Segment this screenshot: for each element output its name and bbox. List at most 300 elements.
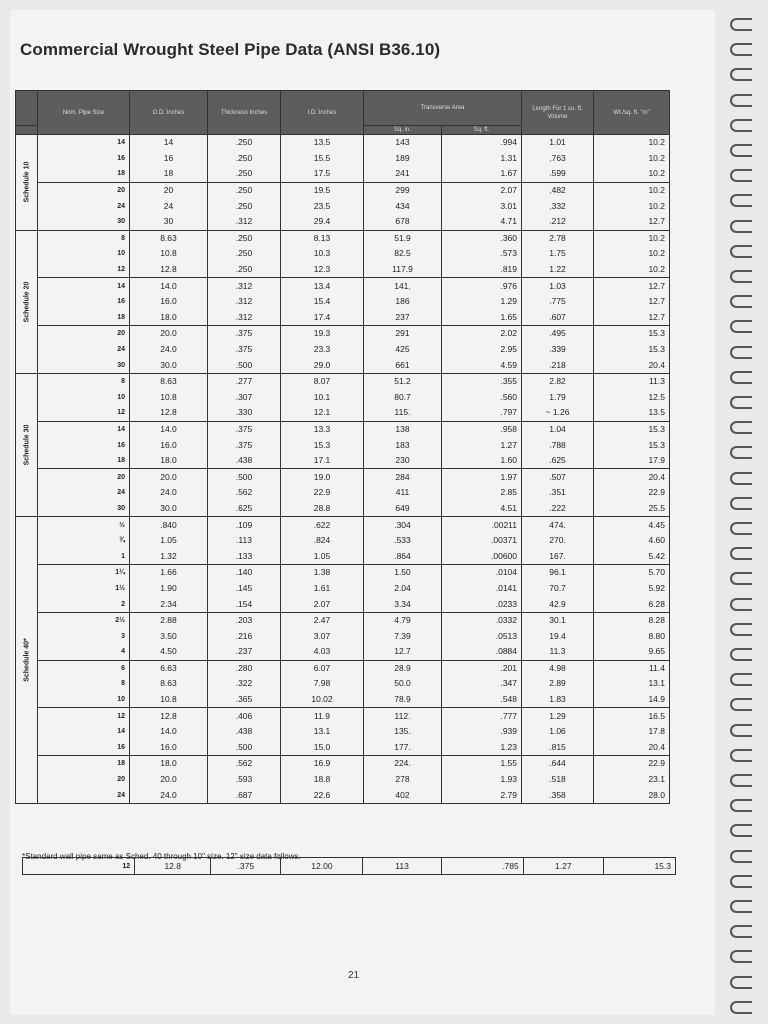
table-row <box>16 533 670 549</box>
cell-thickness: .312 <box>208 310 281 326</box>
table-row <box>16 214 670 230</box>
cell-nom-size: 12 <box>23 858 135 875</box>
cell-length: 1.03 <box>522 278 594 294</box>
cell-sq-in: 402 <box>364 787 442 803</box>
cell-length: 70.7 <box>522 581 594 597</box>
cell-weight: 20.4 <box>594 469 670 485</box>
binding-ring <box>730 875 752 888</box>
cell-weight: 13.5 <box>594 405 670 421</box>
cell-id: .824 <box>281 533 364 549</box>
cell-sq-in: .533 <box>364 533 442 549</box>
table-row <box>16 135 670 151</box>
cell-weight: 8.80 <box>594 628 670 644</box>
cell-od: 1.32 <box>130 548 208 564</box>
cell-od: 1.66 <box>130 565 208 581</box>
cell-nom-size: 30 <box>38 357 130 373</box>
cell-od: 10.8 <box>130 390 208 406</box>
cell-sq-ft: .958 <box>442 421 522 437</box>
cell-thickness: .375 <box>208 342 281 358</box>
cell-id: 12.00 <box>281 858 363 875</box>
cell-id: 13.4 <box>281 278 364 294</box>
cell-sq-in: 278 <box>364 772 442 788</box>
cell-thickness: .250 <box>208 246 281 262</box>
cell-od: 16.0 <box>130 740 208 756</box>
cell-thickness: .500 <box>208 357 281 373</box>
cell-nom-size: 12 <box>38 405 130 421</box>
cell-thickness: .312 <box>208 214 281 230</box>
cell-od: 14.0 <box>130 724 208 740</box>
cell-id: 10.02 <box>281 692 364 708</box>
cell-id: 16.9 <box>281 756 364 772</box>
cell-nom-size: 18 <box>38 756 130 772</box>
cell-weight: 15.3 <box>594 326 670 342</box>
cell-length: 1.79 <box>522 390 594 406</box>
binding-ring <box>730 598 752 611</box>
cell-id: 3.07 <box>281 628 364 644</box>
cell-nom-size: 4 <box>38 644 130 660</box>
cell-nom-size: 14 <box>38 421 130 437</box>
cell-sq-in: 4.79 <box>364 612 442 628</box>
cell-thickness: .216 <box>208 628 281 644</box>
cell-nom-size: 14 <box>38 724 130 740</box>
cell-sq-in: 434 <box>364 198 442 214</box>
cell-sq-in: 237 <box>364 310 442 326</box>
cell-od: 4.50 <box>130 644 208 660</box>
schedule-label <box>16 373 38 516</box>
cell-od: 24.0 <box>130 342 208 358</box>
schedule-label <box>16 135 38 231</box>
cell-sq-ft: 2.02 <box>442 326 522 342</box>
cell-weight: 10.2 <box>594 151 670 167</box>
cell-nom-size: 3 <box>38 628 130 644</box>
binding-ring <box>730 774 752 787</box>
table-row <box>16 772 670 788</box>
header-od: O.D. Inches <box>130 91 208 135</box>
cell-thickness: .406 <box>208 708 281 724</box>
cell-id: 15.4 <box>281 294 364 310</box>
cell-sq-in: 1.50 <box>364 565 442 581</box>
binding-ring <box>730 119 752 132</box>
cell-nom-size: 12 <box>38 708 130 724</box>
cell-nom-size: 6 <box>38 660 130 676</box>
cell-length: .507 <box>522 469 594 485</box>
pipe-data-table <box>15 90 670 804</box>
cell-sq-ft: .0332 <box>442 612 522 628</box>
cell-thickness: .250 <box>208 262 281 278</box>
cell-length: .815 <box>522 740 594 756</box>
cell-sq-in: .304 <box>364 517 442 533</box>
binding-ring <box>730 446 752 459</box>
table-row <box>16 501 670 517</box>
binding-ring <box>730 346 752 359</box>
binding-ring <box>730 320 752 333</box>
cell-thickness: .312 <box>208 278 281 294</box>
binding-ring <box>730 421 752 434</box>
cell-sq-ft: .994 <box>442 135 522 151</box>
binding-ring <box>730 824 752 837</box>
cell-id: 1.38 <box>281 565 364 581</box>
cell-sq-in: 189 <box>364 151 442 167</box>
cell-sq-ft: .347 <box>442 676 522 692</box>
cell-nom-size: 1 <box>38 548 130 564</box>
cell-sq-in: 135. <box>364 724 442 740</box>
table-row <box>16 692 670 708</box>
cell-sq-in: 112. <box>364 708 442 724</box>
cell-thickness: .625 <box>208 501 281 517</box>
cell-id: 22.9 <box>281 485 364 501</box>
cell-thickness: .250 <box>208 135 281 151</box>
cell-od: 20.0 <box>130 772 208 788</box>
cell-id: 10.1 <box>281 390 364 406</box>
binding-ring <box>730 648 752 661</box>
cell-weight: 9.65 <box>594 644 670 660</box>
cell-thickness: .687 <box>208 787 281 803</box>
cell-sq-in: 411 <box>364 485 442 501</box>
cell-thickness: .438 <box>208 453 281 469</box>
binding-ring <box>730 925 752 938</box>
cell-length: 1.29 <box>522 708 594 724</box>
cell-id: 17.1 <box>281 453 364 469</box>
cell-sq-in: 80.7 <box>364 390 442 406</box>
cell-thickness: .280 <box>208 660 281 676</box>
table-row <box>16 660 670 676</box>
cell-thickness: .140 <box>208 565 281 581</box>
cell-length: 2.78 <box>522 230 594 246</box>
table-row <box>16 437 670 453</box>
cell-sq-in: 3.34 <box>364 596 442 612</box>
cell-weight: 11.4 <box>594 660 670 676</box>
cell-length: .599 <box>522 166 594 182</box>
cell-length: .339 <box>522 342 594 358</box>
cell-nom-size: 16 <box>38 437 130 453</box>
binding-ring <box>730 169 752 182</box>
cell-thickness: .250 <box>208 166 281 182</box>
cell-id: 18.8 <box>281 772 364 788</box>
cell-weight: 12.5 <box>594 390 670 406</box>
cell-nom-size: 18 <box>38 310 130 326</box>
cell-length: 2.82 <box>522 373 594 389</box>
cell-sq-ft: .0104 <box>442 565 522 581</box>
cell-thickness: .113 <box>208 533 281 549</box>
cell-od: 20.0 <box>130 326 208 342</box>
binding-ring <box>730 850 752 863</box>
cell-sq-ft: .360 <box>442 230 522 246</box>
cell-sq-in: 115. <box>364 405 442 421</box>
binding-ring <box>730 270 752 283</box>
table-row <box>16 469 670 485</box>
cell-nom-size: 24 <box>38 787 130 803</box>
cell-od: 10.8 <box>130 692 208 708</box>
table-row <box>16 182 670 198</box>
schedule-label-text: Schedule 40* <box>23 638 30 682</box>
cell-thickness: .562 <box>208 485 281 501</box>
cell-nom-size: ¾ <box>38 533 130 549</box>
cell-od: 18.0 <box>130 453 208 469</box>
cell-thickness: .277 <box>208 373 281 389</box>
cell-nom-size: 8 <box>38 373 130 389</box>
table-row <box>16 390 670 406</box>
cell-thickness: .322 <box>208 676 281 692</box>
cell-id: 23.3 <box>281 342 364 358</box>
cell-length: 1.06 <box>522 724 594 740</box>
cell-od: 18 <box>130 166 208 182</box>
schedule-label <box>16 230 38 373</box>
cell-length: 1.27 <box>523 858 603 875</box>
footer-row <box>23 858 676 875</box>
schedule-label-text: Schedule 10 <box>23 161 30 203</box>
cell-sq-in: 291 <box>364 326 442 342</box>
cell-sq-in: 78.9 <box>364 692 442 708</box>
table-row <box>16 517 670 533</box>
cell-thickness: .145 <box>208 581 281 597</box>
cell-length: .607 <box>522 310 594 326</box>
spiral-binding <box>720 0 768 1024</box>
cell-sq-ft: .939 <box>442 724 522 740</box>
cell-nom-size: 14 <box>38 278 130 294</box>
cell-thickness: .250 <box>208 182 281 198</box>
table-row <box>23 858 676 875</box>
cell-sq-ft: .355 <box>442 373 522 389</box>
binding-ring <box>730 220 752 233</box>
cell-od: 10.8 <box>130 246 208 262</box>
cell-id: 15.0 <box>281 740 364 756</box>
table-row <box>16 294 670 310</box>
cell-sq-ft: .0233 <box>442 596 522 612</box>
cell-od: 16.0 <box>130 437 208 453</box>
cell-sq-in: 113 <box>363 858 441 875</box>
header-sq-in: Sq. in. <box>364 126 442 135</box>
cell-length: 167. <box>522 548 594 564</box>
cell-od: 30.0 <box>130 501 208 517</box>
table-row <box>16 708 670 724</box>
cell-nom-size: 1¼ <box>38 565 130 581</box>
cell-weight: 20.4 <box>594 357 670 373</box>
cell-weight: 4.60 <box>594 533 670 549</box>
binding-ring <box>730 43 752 56</box>
cell-nom-size: 30 <box>38 501 130 517</box>
table-row <box>16 548 670 564</box>
cell-sq-ft: 1.23 <box>442 740 522 756</box>
cell-sq-ft: 1.27 <box>442 437 522 453</box>
header-nom-size: Nom. Pipe Size <box>38 91 130 135</box>
cell-sq-in: 51.9 <box>364 230 442 246</box>
cell-id: 11.9 <box>281 708 364 724</box>
cell-weight: 4.45 <box>594 517 670 533</box>
cell-length: ~ 1.26 <box>522 405 594 421</box>
cell-weight: 12.7 <box>594 278 670 294</box>
cell-sq-in: 649 <box>364 501 442 517</box>
cell-sq-in: 28.9 <box>364 660 442 676</box>
cell-weight: 28.0 <box>594 787 670 803</box>
cell-weight: 6.28 <box>594 596 670 612</box>
table-row <box>16 756 670 772</box>
cell-length: .212 <box>522 214 594 230</box>
cell-nom-size: 30 <box>38 214 130 230</box>
cell-sq-ft: 1.31 <box>442 151 522 167</box>
cell-id: 10.3 <box>281 246 364 262</box>
cell-sq-ft: 3.01 <box>442 198 522 214</box>
cell-od: 6.63 <box>130 660 208 676</box>
cell-thickness: .250 <box>208 230 281 246</box>
cell-weight: 13.1 <box>594 676 670 692</box>
cell-length: .763 <box>522 151 594 167</box>
cell-thickness: .500 <box>208 740 281 756</box>
cell-length: .644 <box>522 756 594 772</box>
cell-nom-size: 24 <box>38 198 130 214</box>
cell-od: 30.0 <box>130 357 208 373</box>
cell-sq-ft: 4.51 <box>442 501 522 517</box>
cell-length: .495 <box>522 326 594 342</box>
binding-ring <box>730 900 752 913</box>
cell-od: 12.8 <box>130 708 208 724</box>
cell-sq-in: 224. <box>364 756 442 772</box>
cell-id: 6.07 <box>281 660 364 676</box>
cell-weight: 12.7 <box>594 310 670 326</box>
cell-id: 13.5 <box>281 135 364 151</box>
cell-id: 28.8 <box>281 501 364 517</box>
cell-sq-in: 299 <box>364 182 442 198</box>
cell-sq-in: .864 <box>364 548 442 564</box>
table-body <box>16 135 670 804</box>
cell-thickness: .203 <box>208 612 281 628</box>
binding-ring <box>730 18 752 31</box>
binding-ring <box>730 976 752 989</box>
cell-id: 23.5 <box>281 198 364 214</box>
cell-weight: 20.4 <box>594 740 670 756</box>
cell-nom-size: 16 <box>38 151 130 167</box>
cell-sq-ft: 1.29 <box>442 294 522 310</box>
cell-length: 1.04 <box>522 421 594 437</box>
table-header <box>16 91 670 135</box>
cell-od: 18.0 <box>130 310 208 326</box>
cell-length: 474. <box>522 517 594 533</box>
cell-sq-ft: 2.95 <box>442 342 522 358</box>
cell-weight: 22.9 <box>594 485 670 501</box>
header-transverse-area: Transverse Area <box>364 91 522 126</box>
cell-weight: 15.3 <box>594 437 670 453</box>
cell-id: 15.5 <box>281 151 364 167</box>
cell-weight: 10.2 <box>594 262 670 278</box>
cell-sq-ft: 1.65 <box>442 310 522 326</box>
cell-od: 1.90 <box>130 581 208 597</box>
cell-weight: 15.3 <box>594 342 670 358</box>
cell-nom-size: 24 <box>38 342 130 358</box>
cell-id: 12.1 <box>281 405 364 421</box>
cell-sq-ft: 1.67 <box>442 166 522 182</box>
cell-length: 4.98 <box>522 660 594 676</box>
cell-nom-size: 20 <box>38 469 130 485</box>
cell-id: 19.5 <box>281 182 364 198</box>
cell-id: 4.03 <box>281 644 364 660</box>
cell-length: 1.83 <box>522 692 594 708</box>
cell-sq-ft: .560 <box>442 390 522 406</box>
binding-ring <box>730 799 752 812</box>
binding-ring <box>730 698 752 711</box>
cell-id: 19.3 <box>281 326 364 342</box>
page-title: Commercial Wrought Steel Pipe Data (ANSI B36.10) <box>20 40 441 59</box>
cell-od: 14.0 <box>130 278 208 294</box>
cell-sq-in: 82.5 <box>364 246 442 262</box>
cell-weight: 15.3 <box>603 858 675 875</box>
cell-od: 14.0 <box>130 421 208 437</box>
cell-thickness: .438 <box>208 724 281 740</box>
cell-thickness: .109 <box>208 517 281 533</box>
cell-id: 29.4 <box>281 214 364 230</box>
binding-ring <box>730 472 752 485</box>
table-row <box>16 357 670 373</box>
cell-nom-size: 20 <box>38 326 130 342</box>
cell-nom-size: 14 <box>38 135 130 151</box>
cell-sq-ft: 2.07 <box>442 182 522 198</box>
cell-length: 1.22 <box>522 262 594 278</box>
cell-thickness: .375 <box>208 421 281 437</box>
binding-ring <box>730 724 752 737</box>
header-sq-ft: Sq. ft. <box>442 126 522 135</box>
header-length: Length For 1 cu. ft. Volume <box>522 91 594 135</box>
cell-length: .775 <box>522 294 594 310</box>
cell-od: 3.50 <box>130 628 208 644</box>
cell-sq-ft: .573 <box>442 246 522 262</box>
cell-sq-in: 12.7 <box>364 644 442 660</box>
cell-thickness: .330 <box>208 405 281 421</box>
table-row <box>16 310 670 326</box>
cell-sq-ft: .0141 <box>442 581 522 597</box>
header-id: I.D. Inches <box>281 91 364 135</box>
cell-sq-ft: .0884 <box>442 644 522 660</box>
binding-ring <box>730 94 752 107</box>
table-row <box>16 596 670 612</box>
cell-nom-size: 2 <box>38 596 130 612</box>
binding-ring <box>730 245 752 258</box>
table-row <box>16 278 670 294</box>
cell-od: 24.0 <box>130 787 208 803</box>
cell-length: .358 <box>522 787 594 803</box>
binding-ring <box>730 673 752 686</box>
cell-nom-size: 12 <box>38 262 130 278</box>
cell-nom-size: 16 <box>38 740 130 756</box>
binding-ring <box>730 371 752 384</box>
cell-length: .351 <box>522 485 594 501</box>
cell-nom-size: ½ <box>38 517 130 533</box>
cell-sq-in: 425 <box>364 342 442 358</box>
schedule-label-text: Schedule 30 <box>23 424 30 466</box>
cell-weight: 14.9 <box>594 692 670 708</box>
cell-length: .788 <box>522 437 594 453</box>
cell-weight: 5.92 <box>594 581 670 597</box>
cell-sq-ft: 1.60 <box>442 453 522 469</box>
cell-od: 1.05 <box>130 533 208 549</box>
cell-id: 22.6 <box>281 787 364 803</box>
schedule-header <box>16 91 38 126</box>
header-weight: Wt./sq. ft. "m" <box>594 91 670 135</box>
cell-od: 8.63 <box>130 230 208 246</box>
cell-length: 19.4 <box>522 628 594 644</box>
cell-thickness: .237 <box>208 644 281 660</box>
cell-weight: 17.8 <box>594 724 670 740</box>
table-row <box>16 421 670 437</box>
cell-sq-in: 177. <box>364 740 442 756</box>
table-row <box>16 151 670 167</box>
table-row <box>16 676 670 692</box>
table-row <box>16 342 670 358</box>
cell-id: .622 <box>281 517 364 533</box>
cell-od: 18.0 <box>130 756 208 772</box>
cell-sq-ft: .00371 <box>442 533 522 549</box>
cell-thickness: .250 <box>208 151 281 167</box>
cell-sq-ft: .777 <box>442 708 522 724</box>
table-row <box>16 581 670 597</box>
table-row <box>16 740 670 756</box>
